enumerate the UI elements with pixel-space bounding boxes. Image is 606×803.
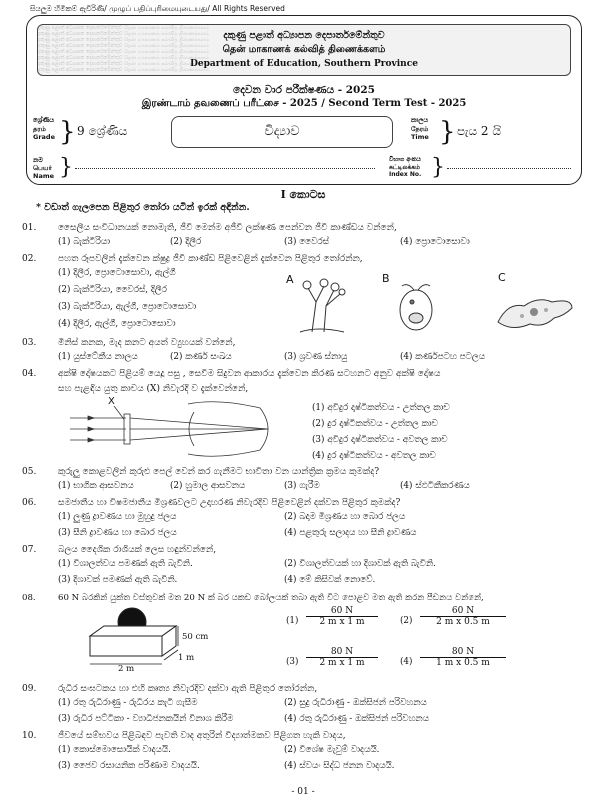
option[interactable]: (4) ප්‍රොටොසොවා (400, 237, 470, 247)
option[interactable]: (3) (286, 657, 299, 667)
option[interactable]: (2) දුර දෘෂ්ටිකත්වය - උත්තල කාච (312, 419, 438, 429)
dim-height-label: 50 cm (182, 632, 209, 642)
option[interactable]: (4) ස්ඵටිකීකරණය (400, 481, 470, 491)
option[interactable]: (4) දුර දෘෂ්ටිකත්වය - අවතල කාච (312, 451, 436, 461)
option[interactable]: (3) ශ්‍රවණ ස්නායු (284, 352, 348, 362)
question-text: මිනිස් කනක, මැද කනට අයත් ව්‍යුහයක් වන්නේ, (58, 338, 236, 348)
question-number: 05. (22, 467, 37, 477)
option[interactable]: (2) විශාලත්වයක් හා දිශාවක් ඇති බැවිනි. (284, 559, 436, 569)
figure-label-a: A (286, 273, 294, 286)
question-8 (22, 592, 484, 604)
fungus-illustration (294, 272, 354, 334)
amoeba-illustration (494, 292, 576, 334)
question-number: 06. (22, 498, 37, 508)
copyright-line: සියලුම හිමිකම් ඇවිරිණි/ முழுப் பதிப்புரிமையுடையது/ All Rights Reserved (30, 4, 285, 13)
option[interactable]: (1) ලුණු ද්‍රාවණය හා මුහුදු ජලය (58, 512, 177, 522)
option[interactable]: (4) පළතුරු සලාදය හා සීනි ද්‍රාවණය (284, 528, 417, 538)
question-number: 03. (22, 338, 37, 348)
question-5 (22, 466, 380, 478)
option[interactable]: (1) බැක්ටීරියා (58, 237, 111, 247)
index-label: විභාග අංකය சுட்டிலக்கம் Index No. (389, 156, 422, 178)
dim-length-label: 2 m (118, 664, 135, 674)
section-title: I කොටස (280, 188, 326, 201)
info-row (33, 116, 577, 150)
option[interactable]: (2) බදාම මිශ්‍රණය හා බොර ජලය (284, 512, 406, 522)
name-row (33, 156, 577, 182)
option[interactable]: (2) දිලීර (170, 237, 202, 247)
fraction-option-3[interactable]: $\frac{80 N}{\text{2 m x 1 m}}$ (306, 647, 378, 668)
option[interactable]: (3) සීනි ද්‍රාවණය හා බොර ජලය (58, 528, 177, 538)
option[interactable]: (1) රතු රුධිරාණු - රුධිරය කැටි ගැසීම (58, 698, 198, 708)
index-field[interactable] (447, 168, 571, 169)
question-10 (22, 730, 346, 742)
time-value: පැය 2 යි (457, 124, 501, 138)
option[interactable]: (2) (400, 616, 413, 626)
department-name-tamil: தென் மாகாணக் கல்வித் திணைக்களம் (222, 44, 386, 55)
option[interactable]: (3) රුධිර පට්ටිකා - ව්‍යාධිජනකයින් විනාශ කිරීම (58, 714, 234, 724)
option[interactable]: (3) බැක්ටීරියා, ඇල්ගී, ප්‍රොටොසොවා (58, 302, 197, 312)
eye-ray-diagram (68, 400, 278, 458)
option[interactable]: (1) භාගික ආසවනය (58, 481, 134, 491)
grade-brace: } (59, 117, 76, 147)
question-6 (22, 497, 401, 509)
question-text: සෛලීය සංවිධානයක් නොමැති, ජීවී මෙන්ම අජීවී ලක්ෂණ පෙන්වන ජීවී කාණ්ඩය වන්නේ, (58, 223, 397, 233)
option[interactable]: (1) අවිදුර දෘෂ්ටිකත්වය - උත්තල කාච (312, 403, 450, 413)
option[interactable]: (2) කර්ණ සංඛය (170, 352, 232, 362)
option[interactable]: (3) අවිදුර දෘෂ්ටිකත්වය - අවතල කාච (312, 435, 448, 445)
question-number: 02. (22, 254, 37, 264)
question-number: 01. (22, 223, 37, 233)
option[interactable]: (4) රතු රුධිරාණු - ඔක්සිජන් පරිවහනය (284, 714, 429, 724)
question-1 (22, 222, 397, 234)
question-number: 07. (22, 545, 37, 555)
lens-label-x: X (108, 396, 115, 407)
figure-label-b: B (382, 272, 390, 285)
option[interactable]: (2) හුමාල ආසවනය (170, 481, 246, 491)
fraction-option-4[interactable]: $\frac{80 N}{\text{1 m x 0.5 m}}$ (420, 647, 506, 668)
option[interactable]: (1) (286, 616, 299, 626)
question-2 (22, 253, 363, 265)
option[interactable]: (3) ජෛව රසායනික පරිණාම වාදයයි. (58, 761, 200, 771)
question-text: අක්ෂි දෝෂයකට පිළියම් යෙදූ පසු , සෙවීම සිදුවන ආකාරය දැක්වෙන කිරණ සටහනට අනුව අක්ෂි දෝෂය (58, 369, 441, 379)
question-text: පහත රූපවලින් දැක්වෙන ක්ෂුද්‍ර ජීවී කාණ්ඩ පිළිවෙළින් දැක්වෙන පිළිතුර තෝරන්න, (58, 254, 363, 264)
exam-title-tamil-english: இரண்டாம் தவணைப் பரீட்சை - 2025 / Second Term Test - 2025 (141, 98, 467, 109)
option[interactable]: (3) ගැරීම (284, 481, 320, 491)
page-number: - 01 - (291, 787, 315, 797)
question-text: 60 N බරකින් යුක්ත වස්තුවක් මත 20 N ක් බර යකඩ බෝලයක් තබා ඇති විට පොළව මත ඇති කරන පීඩනය වන්නේ, (58, 593, 484, 603)
fraction-option-2[interactable]: $\frac{60 N}{\text{2 m x 0.5 m}}$ (420, 606, 506, 627)
option[interactable]: (3) වෛරස් (284, 237, 329, 247)
exam-header (26, 15, 582, 185)
question-number: 04. (22, 369, 37, 379)
question-text: කුරුලු කොළවලින් කුරුළු පෙල් වෙන් කර ගැනීමට භාවිතා වන යාන්ත්‍රික ක්‍රමය කුමක්ද? (58, 467, 380, 477)
question-number: 08. (22, 593, 36, 603)
exam-title-sinhala: දෙවන වාර පරීක්ෂණය - 2025 (233, 84, 375, 96)
time-label: කාලය நேரம் Time (411, 116, 429, 141)
option[interactable]: (4) (400, 657, 413, 667)
name-brace: } (59, 155, 73, 180)
department-name-english: Department of Education, Southern Province (190, 59, 418, 69)
department-band (37, 24, 571, 76)
name-field[interactable] (75, 168, 375, 169)
question-text: රුධිර සංඝටකය හා එහි කෘත්‍ය නිවැරදිව දක්වා ඇති පිළිතුර තෝරන්න, (58, 684, 318, 694)
question-4-text-cont: සහ පැළඳිය යුතු කාචය (X) නිවැරදි ව දැක්වෙන්නේ, (58, 384, 249, 394)
option[interactable]: (2) බැක්ටීරියා, වෛරස්, දිලීර (58, 285, 167, 295)
option[interactable]: (1) කොස්මොසොයික් වාදයයි. (58, 745, 171, 755)
index-brace: } (431, 155, 445, 180)
option[interactable]: (2) සුදු රුධිරාණු - ඔක්සිජන් පරිවහනය (284, 698, 427, 708)
question-3 (22, 337, 236, 349)
fraction-option-1[interactable]: $\frac{60 N}{\text{2 m x 1 m}}$ (306, 606, 378, 627)
option[interactable]: (4) ස්වයං සිද්ධ ජනන වාදයයි. (284, 761, 395, 771)
option[interactable]: (4) කර්ණපටහ පටලය (400, 352, 485, 362)
question-text: සමජාතීය හා විෂමජාතීය මිශ්‍රණවලට උදාහරණ නිවැරදිව පිළිවෙළින් දක්වන පිළිතුර කුමක්ද? (58, 498, 401, 508)
option[interactable]: (1) යුස්ටේකීය නාලය (58, 352, 138, 362)
grade-value: 9 ශ්‍රේණිය (77, 124, 128, 138)
question-4 (22, 368, 441, 380)
question-text: ජීවයේ සම්භවය පිළිබඳව පැවති වාද අතුරින් විද්‍යාත්මකව පිළිගත හැකි වාදය, (58, 731, 346, 741)
subject-box: විද්‍යාව (171, 116, 393, 148)
question-9 (22, 683, 318, 695)
dim-width-label: 1 m (178, 653, 195, 663)
protozoa-illustration (388, 280, 444, 336)
department-watermark: දකුණු පළාත් අධ්‍යාපන දෙපාර්තමේන්තුව தென் மாகாணக் கல்வித் திணைக்களம் දකුණු පළාත් අධ්‍යාපන දෙපාර්තමේන්තුව தென் மாகாணக் கல்வித் திணைக்களம் දකුණු පළාත් අධ්‍යාපන දෙපාර්තමේන්තුව தென் மாகாணக் கல்வித் திணைக்களம் දකුණු පළාත් අධ්‍යාපන දෙපාර්තමේන්තුව தென் மாகாணக் கல்வித் திணைக்களம் දකුණු පළාත් අධ්‍යාපන දෙපාර්තමේන්තුව தென் மாகாணக் கல்வித் திணைக்களம் දකුණු පළාත් අධ්‍යාපන දෙපාර්තමේන්තුව தென் மாகாணக் கல்வித் திணைக்களம் දකුණු පළාත් අධ්‍යාපන දෙපාර්තමේන්තුව தென் மாகாணக் கல்வித் திணைக்களம் දකුණු පළාත් අධ්‍යාපන දෙපාර්තමේන්තුව தென் மாகாணக் கல்வித் திணைக்களம் (38, 25, 210, 73)
department-name-sinhala: දකුණු පළාත් අධ්‍යාපන දෙපාර්තමේන්තුව (223, 30, 385, 41)
time-brace: } (439, 117, 456, 147)
question-number: 10. (22, 731, 37, 741)
grade-label: ශ්‍රේණිය தரம் Grade (33, 116, 55, 141)
option[interactable]: (2) විශේෂ මැවුම් වාදයයි. (284, 745, 380, 755)
option[interactable]: (1) විශාලත්වය පමණක් ඇති බැවිනි. (58, 559, 193, 569)
instruction: * වඩාත් ගැලපෙන පිළිතුර තෝරා යටින් ඉරක් අඳින්න. (36, 202, 250, 213)
figure-label-c: C (498, 271, 506, 284)
option[interactable]: (1) දිලීර, ප්‍රොටොසොවා, ඇල්ගී (58, 268, 176, 278)
option[interactable]: (3) දිශාවක් පමණක් ඇති බැවිනි. (58, 575, 178, 585)
question-7 (22, 544, 217, 556)
option[interactable]: (4) දිලීර, ඇල්ගී, ප්‍රොටොසොවා (58, 319, 176, 329)
question-number: 09. (22, 684, 37, 694)
name-label: නම பெயர் Name (33, 156, 55, 180)
question-text: බලය දෛශික රාශියක් ලෙස හඳුන්වන්නේ, (58, 545, 217, 555)
option[interactable]: (4) මේ කිසිවක් නොවේ. (284, 575, 376, 585)
